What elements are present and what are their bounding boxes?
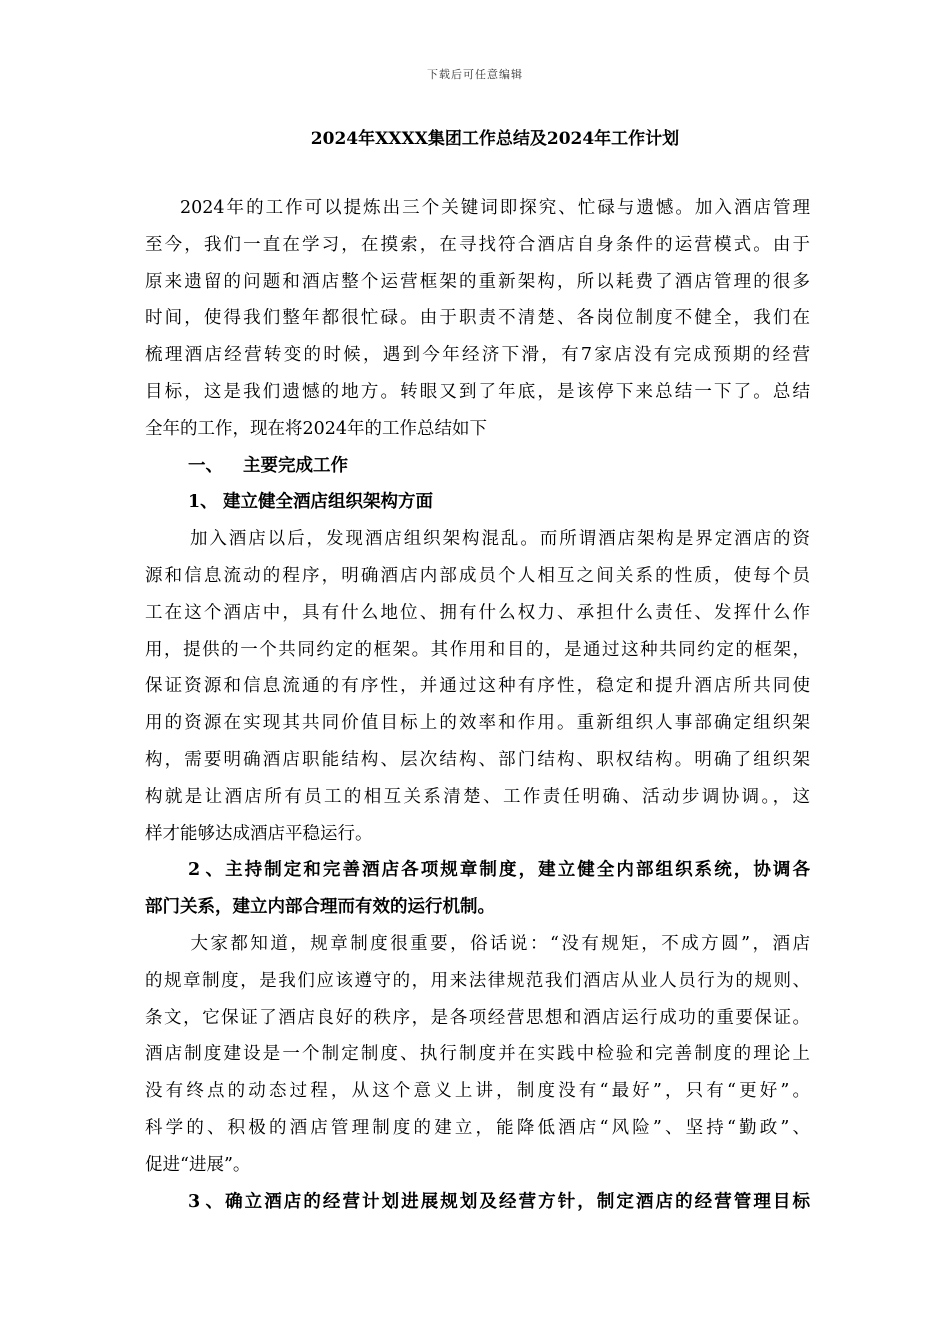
intro-line: 至今，我们一直在学习，在摸索，在寻找符合酒店自身条件的运营模式。由于 [145, 234, 810, 255]
item-heading [145, 484, 810, 521]
section-number: 一、 [188, 455, 223, 476]
item-heading [145, 852, 810, 889]
intro-line: 全年的工作，现在将2024年的工作总结如下 [145, 418, 488, 439]
document-body [145, 190, 810, 1220]
intro-line: 原来遗留的问题和酒店整个运营框架的重新架构，所以耗费了酒店管理的很多 [145, 271, 810, 292]
paragraph-line: 大家都知道，规章制度很重要，俗话说：“没有规矩，不成方圆”，酒店 [188, 933, 810, 954]
item-title-line: 部门关系，建立内部合理而有效的运行机制。 [145, 897, 495, 918]
item-title-line: 主持制定和完善酒店各项规章制度，建立健全内部组织系统，协调各 [223, 860, 810, 881]
paragraph-line: 保证资源和信息流通的有序性，并通过这种有序性，稳定和提升酒店所共同使 [145, 676, 810, 697]
item-number: 3、 [188, 1191, 223, 1212]
item-number: 2、 [188, 860, 223, 881]
item2-paragraph [145, 926, 810, 1184]
intro-paragraph [145, 190, 810, 448]
item-heading [145, 1184, 810, 1221]
section-heading [145, 448, 810, 485]
paragraph-line: 构就是让酒店所有员工的相互关系清楚、工作责任明确、活动步调协调。，这 [145, 786, 810, 807]
paragraph-line: 构，需要明确酒店职能结构、层次结构、部门结构、职权结构。明确了组织架 [145, 749, 810, 770]
document-title: 2024年XXXX集团工作总结及2024年工作计划 [310, 129, 680, 149]
paragraph-line: 工在这个酒店中，具有什么地位、拥有什么权力、承担什么责任、发挥什么作 [145, 602, 810, 623]
intro-line: 时间，使得我们整年都很忙碌。由于职责不清楚、各岗位制度不健全，我们在 [145, 308, 810, 329]
intro-line: 目标，这是我们遗憾的地方。转眼又到了年底，是该停下来总结一下了。总结 [145, 381, 810, 402]
item-title: 建立健全酒店组织架构方面 [223, 492, 433, 513]
paragraph-line: 条文，它保证了酒店良好的秩序，是各项经营思想和酒店运行成功的重要保证。 [145, 1007, 810, 1028]
item-title: 确立酒店的经营计划进展规划及经营方针，制定酒店的经营管理目标 [223, 1191, 810, 1212]
paragraph-line: 酒店制度建设是一个制定制度、执行制度并在实践中检验和完善制度的理论上 [145, 1044, 810, 1065]
intro-line: 2024年的工作可以提炼出三个关键词即探究、忙碌与遗憾。加入酒店管理 [180, 198, 810, 218]
intro-line: 梳理酒店经营转变的时候，遇到今年经济下滑，有7家店没有完成预期的经营 [145, 345, 810, 366]
download-watermark: 下载后可任意编辑 [427, 68, 523, 81]
item1-paragraph [145, 521, 810, 852]
paragraph-line: 加入酒店以后，发现酒店组织架构混乱。而所谓酒店架构是界定酒店的资 [188, 529, 810, 550]
paragraph-line: 样才能够达成酒店平稳运行。 [145, 823, 373, 844]
item-number: 1、 [188, 492, 218, 513]
paragraph-line: 用的资源在实现其共同价值目标上的效率和作用。重新组织人事部确定组织架 [145, 713, 810, 734]
paragraph-line: 促进“进展”。 [145, 1154, 251, 1175]
section-title: 主要完成工作 [243, 455, 348, 476]
paragraph-line: 用，提供的一个共同约定的框架。其作用和目的，是通过这种共同约定的框架， [145, 639, 810, 660]
paragraph-line: 的规章制度，是我们应该遵守的，用来法律规范我们酒店从业人员行为的规则、 [145, 970, 810, 991]
paragraph-line: 没有终点的动态过程，从这个意义上讲，制度没有“最好”，只有“更好”。 [145, 1081, 810, 1102]
paragraph-line: 科学的、积极的酒店管理制度的建立，能降低酒店“风险”、坚持“勤政”、 [145, 1117, 810, 1138]
paragraph-line: 源和信息流动的程序，明确酒店内部成员个人相互之间关系的性质，使每个员 [145, 565, 810, 586]
